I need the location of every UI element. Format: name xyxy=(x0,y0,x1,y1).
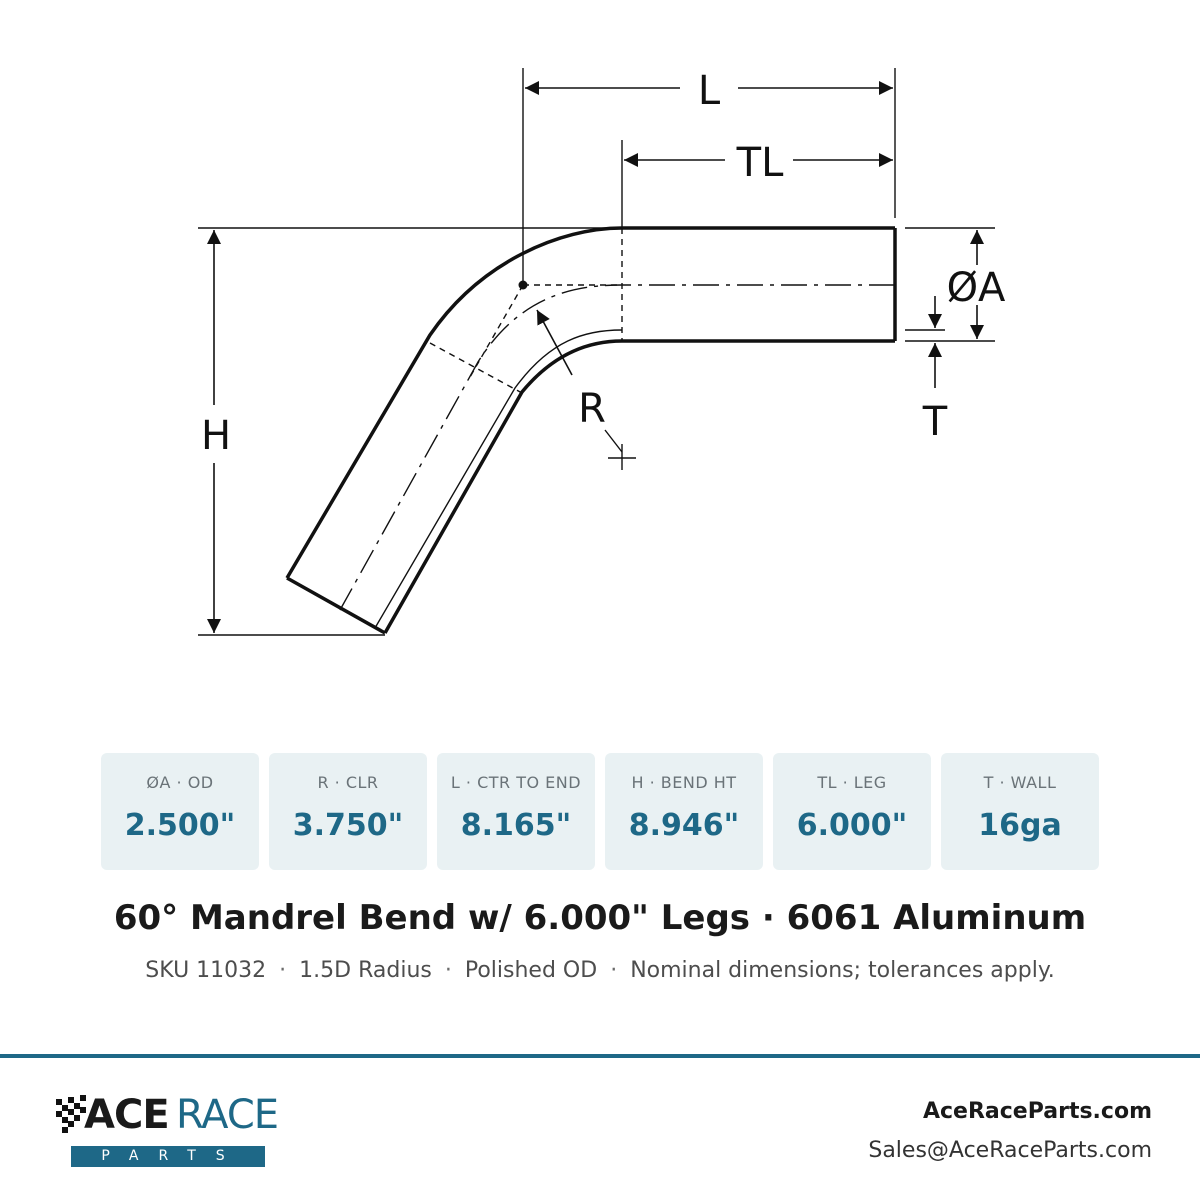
h-label: H xyxy=(200,413,232,459)
sku-text: SKU 11032 xyxy=(145,958,267,983)
brand-logo[interactable] xyxy=(56,1091,279,1171)
t-label: T xyxy=(922,399,948,445)
spec-card-wall xyxy=(941,753,1099,870)
website-link[interactable]: AceRaceParts.com xyxy=(922,1099,1152,1124)
l-label: L xyxy=(697,68,721,114)
spec-value: 3.750" xyxy=(292,808,404,843)
od-label: ØA xyxy=(946,265,1006,311)
r-leader xyxy=(605,430,622,452)
spec-value: 8.946" xyxy=(628,808,740,843)
spec-cards xyxy=(101,753,1099,870)
spec-label: T · WALL xyxy=(983,773,1057,792)
tangent-line-left xyxy=(430,343,522,393)
r-label: R xyxy=(578,386,606,432)
footer-divider xyxy=(0,1054,1200,1058)
separator: · xyxy=(279,958,287,983)
separator: · xyxy=(444,958,452,983)
spec-value: 8.165" xyxy=(460,808,572,843)
spec-label: H · BEND HT xyxy=(631,773,737,792)
tube-centerline xyxy=(340,285,895,610)
finish-text: Polished OD xyxy=(464,958,598,983)
spec-card-leg xyxy=(773,753,931,870)
radius-text: 1.5D Radius xyxy=(299,958,432,983)
logo-ace-text: ACE xyxy=(84,1092,169,1138)
spec-label: R · CLR xyxy=(317,773,379,792)
spec-label: ØA · OD xyxy=(146,773,214,792)
spec-value: 6.000" xyxy=(796,808,908,843)
spec-card-ctr-to-end xyxy=(437,753,595,870)
spec-card-od xyxy=(101,753,259,870)
logo-parts-text: PARTS xyxy=(71,1146,265,1167)
spec-value: 2.500" xyxy=(124,808,236,843)
contact-info xyxy=(868,1094,1152,1172)
product-title: 60° Mandrel Bend w/ 6.000" Legs · 6061 Aluminum xyxy=(113,898,1087,938)
r-arrow xyxy=(537,310,572,375)
tube-inner-wall xyxy=(385,341,895,633)
tl-label: TL xyxy=(736,140,784,186)
tolerance-note: Nominal dimensions; tolerances apply. xyxy=(630,958,1055,983)
intersection-dash-d xyxy=(470,285,523,377)
product-subtitle xyxy=(0,958,1200,983)
separator: · xyxy=(610,958,618,983)
logo-race-text: RACE xyxy=(176,1092,279,1138)
email-link[interactable]: Sales@AceRaceParts.com xyxy=(868,1138,1152,1163)
spec-card-bend-height xyxy=(605,753,763,870)
tube-end-left xyxy=(287,578,385,633)
spec-value: 16ga xyxy=(978,808,1062,843)
spec-card-clr xyxy=(269,753,427,870)
spec-label: L · CTR TO END xyxy=(450,773,582,792)
spec-label: TL · LEG xyxy=(817,773,887,792)
